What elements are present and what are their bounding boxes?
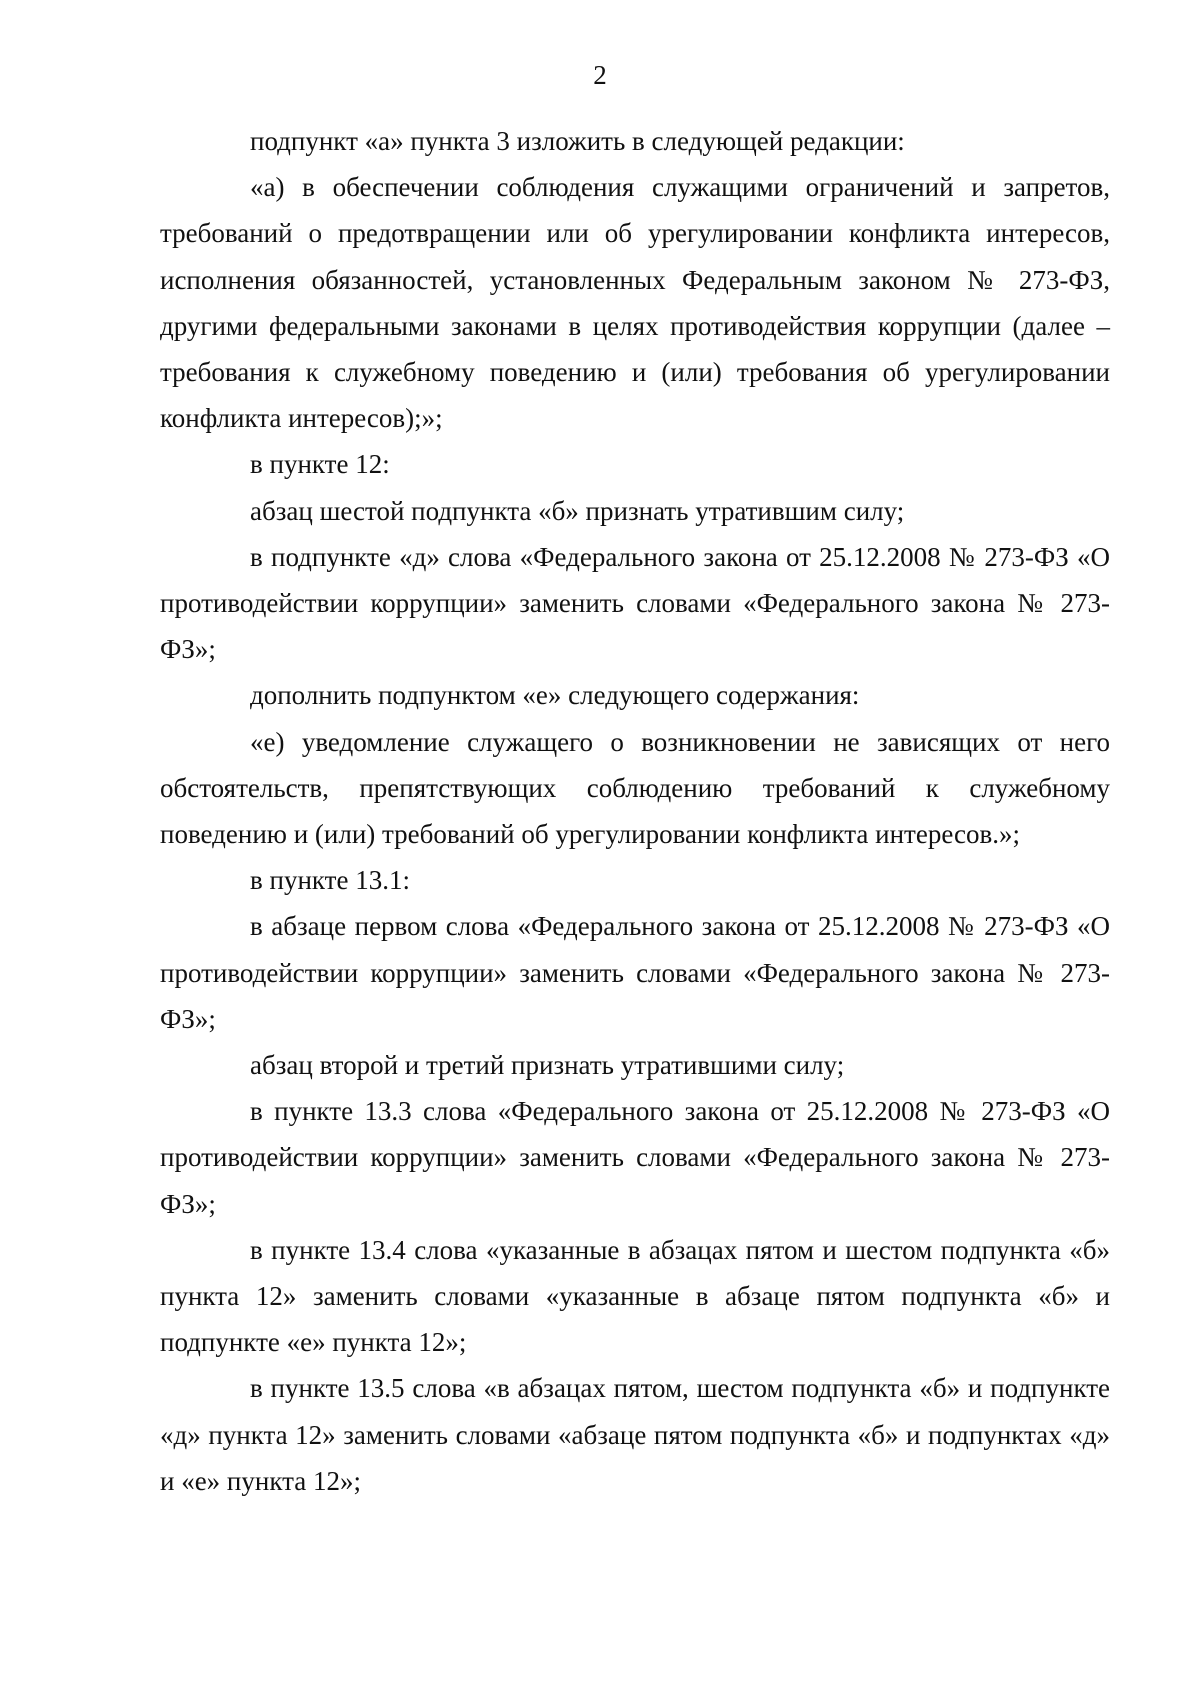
paragraph: абзац шестой подпункта «б» признать утратившим силу; [250, 495, 905, 526]
paragraph: в пункте 13.1: [250, 865, 410, 896]
paragraph: дополнить подпунктом «е» следующего содержания: [250, 680, 860, 711]
paragraph: в пункте 13.5 слова «в абзацах пятом, шестом подпункта «б» и подпункте «д» пункта 12» заменить словами «абзаце пятом подпункта «б» и подпунктах «д» и «е» пункта 12»; [160, 1373, 1110, 1496]
paragraph: в пункте 13.3 слова «Федерального закона от 25.12.2008 № 273-ФЗ «О противодействии коррупции» заменить словами «Федерального закона № 273-ФЗ»; [160, 1096, 1110, 1219]
paragraph: в пункте 12: [250, 449, 390, 480]
paragraph: в подпункте «д» слова «Федерального закона от 25.12.2008 № 273-ФЗ «О противодействии коррупции» заменить словами «Федерального закона № 273-ФЗ»; [160, 541, 1110, 665]
paragraph: подпункт «а» пункта 3 изложить в следующей редакции: [250, 126, 905, 156]
paragraph: абзац второй и третий признать утратившими силу; [250, 1050, 845, 1081]
document-body [160, 118, 1110, 1504]
paragraph: «а) в обеспечении соблюдения служащими ограничений и запретов, требований о предотвращении или об урегулировании конфликта интересов, исполнения обязанностей, установленных Федеральным законом № 273-ФЗ, другими федеральными законами в целях противодействия коррупции (далее – требования к служебному поведению и (или) требования об урегулировании конфликта интересов);»; [160, 172, 1110, 434]
paragraph: «е) уведомление служащего о возникновении не зависящих от него обстоятельств, препятствующих соблюдению требований к служебному поведению и (или) требований об урегулировании конфликта интересов.»; [160, 726, 1110, 850]
paragraph: в пункте 13.4 слова «указанные в абзацах пятом и шестом подпункта «б» пункта 12» заменить словами «указанные в абзаце пятом подпункта «б» и подпункте «е» пункта 12»; [160, 1234, 1110, 1358]
page-number: 2 [593, 60, 607, 90]
paragraph: в абзаце первом слова «Федерального закона от 25.12.2008 № 273-ФЗ «О противодействии коррупции» заменить словами «Федерального закона № 273-ФЗ»; [160, 911, 1110, 1034]
